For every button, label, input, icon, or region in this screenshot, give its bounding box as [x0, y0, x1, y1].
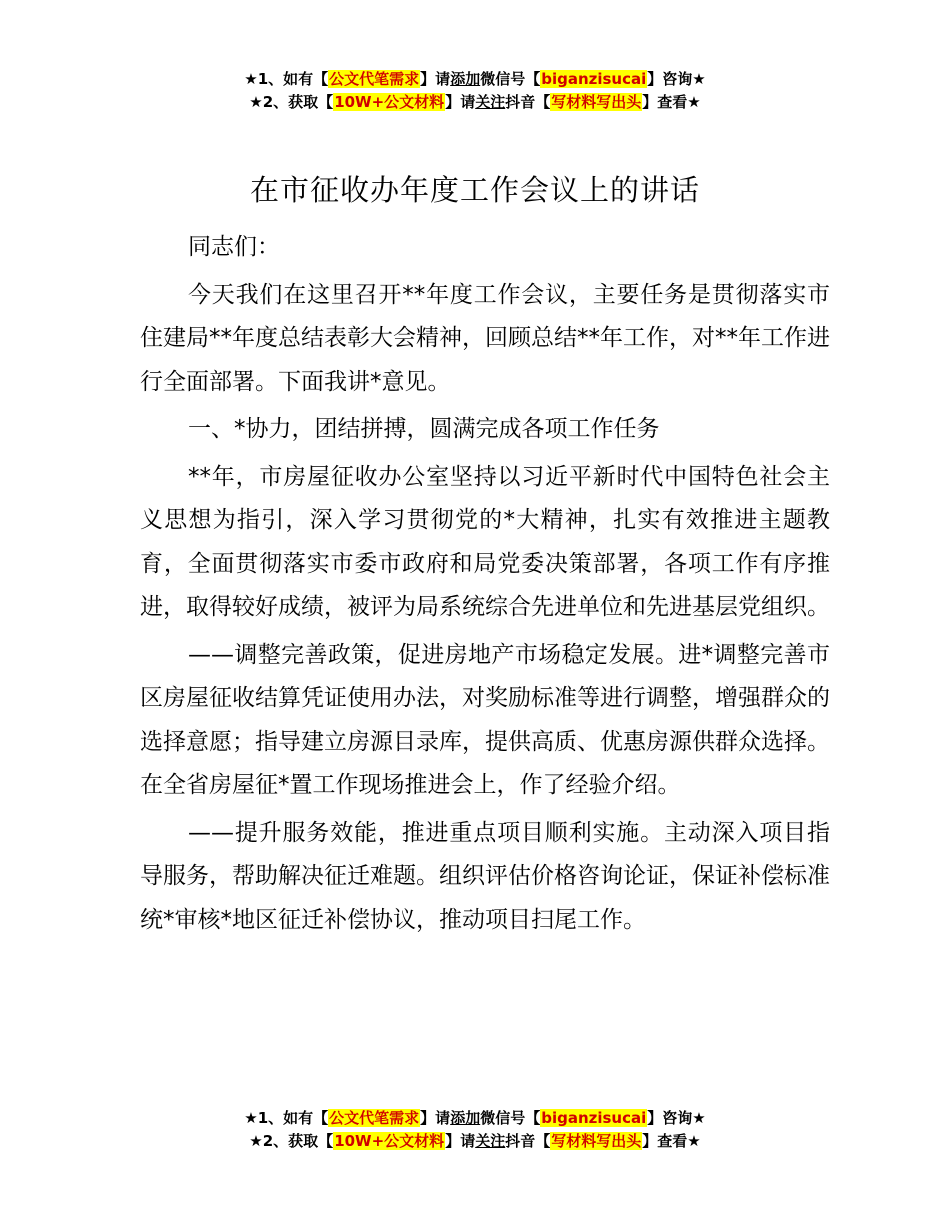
promo-text: ★1、如有【 — [244, 1109, 329, 1127]
promo-text: 】咨询★ — [647, 1109, 706, 1127]
promo-line-1 — [0, 68, 950, 91]
paragraph: ——调整完善政策，促进房地产市场稳定发展。进*调整完善市区房屋征收结算凭证使用办法，对奖励标准等进行调整，增强群众的选择意愿；指导建立房源目录库，提供高质、优惠房源供群众选择。在全省房屋征*置工作现场推进会上，作了经验介绍。 — [140, 641, 830, 798]
promo-highlight: 10W+公文材料 — [334, 1132, 445, 1150]
promo-text: ★2、获取【 — [249, 93, 334, 111]
promo-highlight: biganzisucai — [541, 70, 647, 88]
document-title: 在市征收办年度工作会议上的讲话 — [249, 173, 700, 207]
promo-text: 抖音【 — [505, 93, 551, 111]
promo-text: 抖音【 — [505, 1132, 551, 1150]
promo-text: 】请 — [445, 1132, 476, 1150]
promo-text: 】咨询★ — [647, 70, 706, 88]
paragraph: 今天我们在这里召开**年度工作会议，主要任务是贯彻落实市住建局**年度总结表彰大会精神，回顾总结**年工作，对**年工作进行全面部署。下面我讲*意见。 — [140, 281, 830, 395]
document-body — [140, 226, 830, 946]
header-promo-banner — [0, 68, 950, 114]
paragraph: ——提升服务效能，推进重点项目顺利实施。主动深入项目指导服务，帮助解决征迁难题。组织评估价格咨询论证，保证补偿标准统*审核*地区征迁补偿协议，推动项目扫尾工作。 — [140, 819, 830, 933]
promo-underline: 关注 — [475, 93, 506, 111]
promo-text: 】请 — [420, 70, 451, 88]
promo-underline: 关注 — [475, 1132, 506, 1150]
promo-highlight: 写材料写出头 — [551, 93, 642, 111]
promo-text: 】请 — [445, 93, 476, 111]
promo-highlight: biganzisucai — [541, 1109, 647, 1127]
promo-highlight: 10W+公文材料 — [334, 93, 445, 111]
promo-line-2 — [0, 1130, 950, 1153]
promo-text: 】请 — [420, 1109, 451, 1127]
promo-underline: 添加 — [450, 70, 481, 88]
footer-promo-banner — [0, 1107, 950, 1153]
promo-text: 微信号【 — [480, 1109, 541, 1127]
promo-text: 微信号【 — [480, 70, 541, 88]
promo-text: ★2、获取【 — [249, 1132, 334, 1150]
promo-highlight: 公文代笔需求 — [329, 1109, 420, 1127]
promo-line-1 — [0, 1107, 950, 1130]
promo-text: 】查看★ — [642, 93, 701, 111]
promo-highlight: 公文代笔需求 — [329, 70, 420, 88]
promo-underline: 添加 — [450, 1109, 481, 1127]
paragraph: **年，市房屋征收办公室坚持以习近平新时代中国特色社会主义思想为指引，深入学习贯彻党的*大精神，扎实有效推进主题教育，全面贯彻落实市委市政府和局党委决策部署，各项工作有序推进，取得较好成绩，被评为局系统综合先进单位和先进基层党组织。 — [140, 463, 830, 620]
promo-text: 】查看★ — [642, 1132, 701, 1150]
salutation: 同志们： — [188, 234, 280, 260]
promo-highlight: 写材料写出头 — [551, 1132, 642, 1150]
section-heading: 一、*协力，团结拼搏，圆满完成各项工作任务 — [188, 416, 660, 442]
promo-text: ★1、如有【 — [244, 70, 329, 88]
promo-line-2 — [0, 91, 950, 114]
